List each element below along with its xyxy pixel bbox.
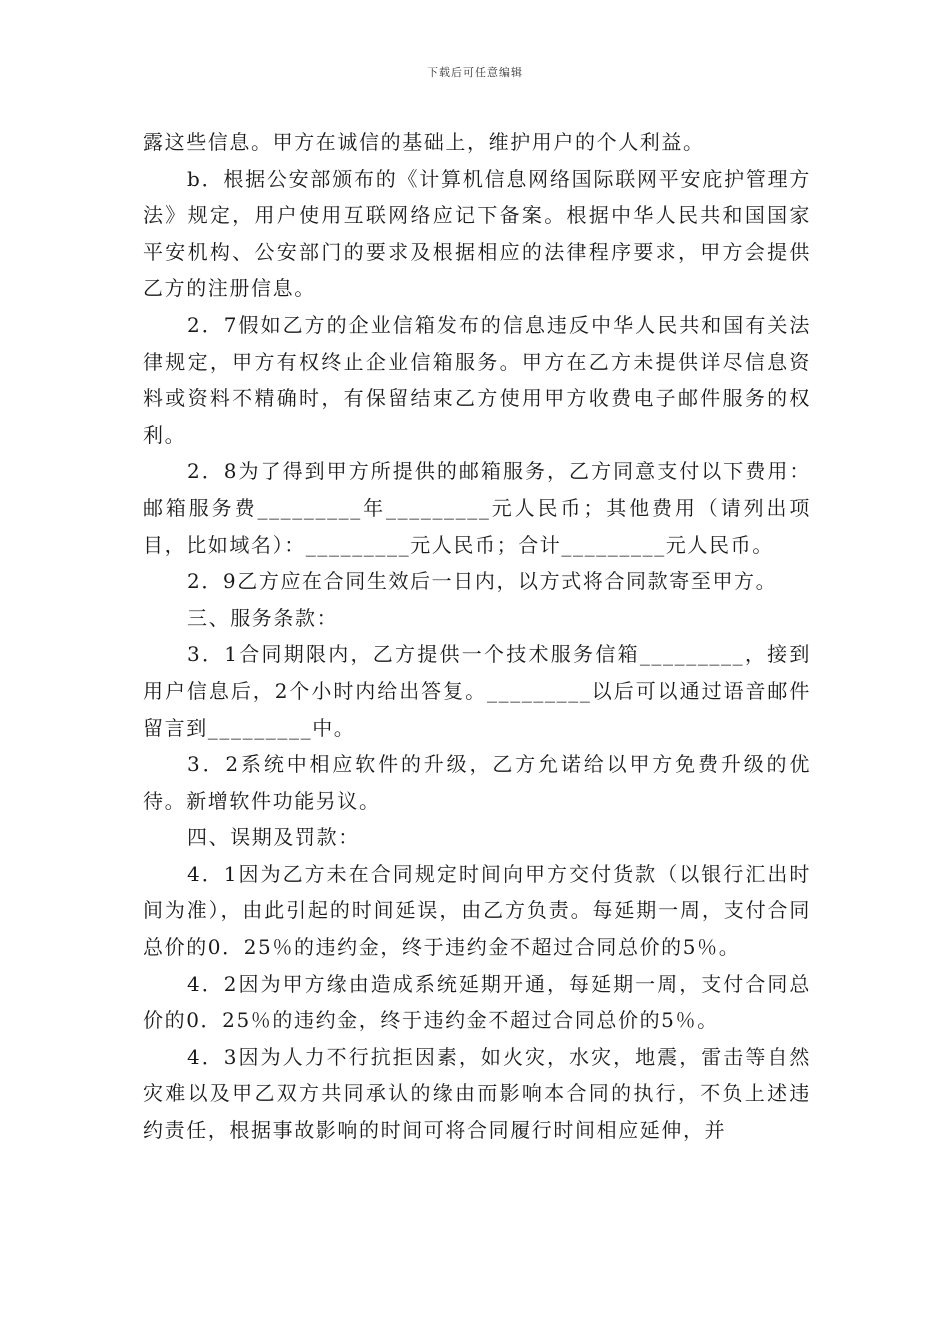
paragraph-clause-4-2: 4．2因为甲方缘由造成系统延期开通，每延期一周，支付合同总价的0．25％的违约金，终于违约金不超过合同总价的5％。 [143, 971, 811, 1033]
paragraph-clause-2-9: 2．9乙方应在合同生效后一日内，以方式将合同款寄至甲方。 [187, 569, 778, 594]
document-body [143, 124, 811, 1149]
paragraph-clause-4-3: 4．3因为人力不行抗拒因素，如火灾，水灾，地震，雷击等自然灾难以及甲乙双方共同承认的缘由而影响本合同的执行，不负上述违约责任，根据事故影响的时间可将合同履行时间相应延伸，并 [143, 1044, 811, 1143]
section-heading-service-terms: 三、服务条款： [187, 605, 339, 630]
paragraph-clause-2-8: 2．8为了得到甲方所提供的邮箱服务，乙方同意支付以下费用：邮箱服务费_________年_________元人民币；其他费用（请列出项目，比如域名）：_________元人民币；合计_________元人民币。 [143, 459, 811, 557]
paragraph-clause-3-2: 3．2系统中相应软件的升级，乙方允诺给以甲方免费升级的优待。新增软件功能另议。 [143, 752, 811, 813]
paragraph-clause-2-7: 2．7假如乙方的企业信箱发布的信息违反中华人民共和国有关法律规定，甲方有权终止企业信箱服务。甲方在乙方未提供详尽信息资料或资料不精确时，有保留结束乙方使用甲方收费电子邮件服务的权利。 [143, 312, 811, 447]
paragraph-clause-4-1: 4．1因为乙方未在合同规定时间向甲方交付货款（以银行汇出时间为准），由此引起的时间延误，由乙方负责。每延期一周，支付合同总价的0．25％的违约金，终于违约金不超过合同总价的5％。 [143, 861, 811, 960]
paragraph-clause-b: b．根据公安部颁布的《计算机信息网络国际联网平安庇护管理方法》规定，用户使用互联网络应记下备案。根据中华人民共和国国家平安机构、公安部门的要求及根据相应的法律程序要求，甲方会提供乙方的注册信息。 [143, 166, 811, 301]
paragraph-continuation: 露这些信息。甲方在诚信的基础上，维护用户的个人利益。 [143, 130, 705, 154]
paragraph-clause-3-1: 3．1合同期限内，乙方提供一个技术服务信箱_________，接到用户信息后，2个小时内给出答复。_________以后可以通过语音邮件留言到_________中。 [143, 642, 811, 740]
page-header: 下载后可任意编辑 [427, 66, 523, 79]
section-heading-delay-penalty: 四、误期及罚款： [187, 825, 360, 850]
